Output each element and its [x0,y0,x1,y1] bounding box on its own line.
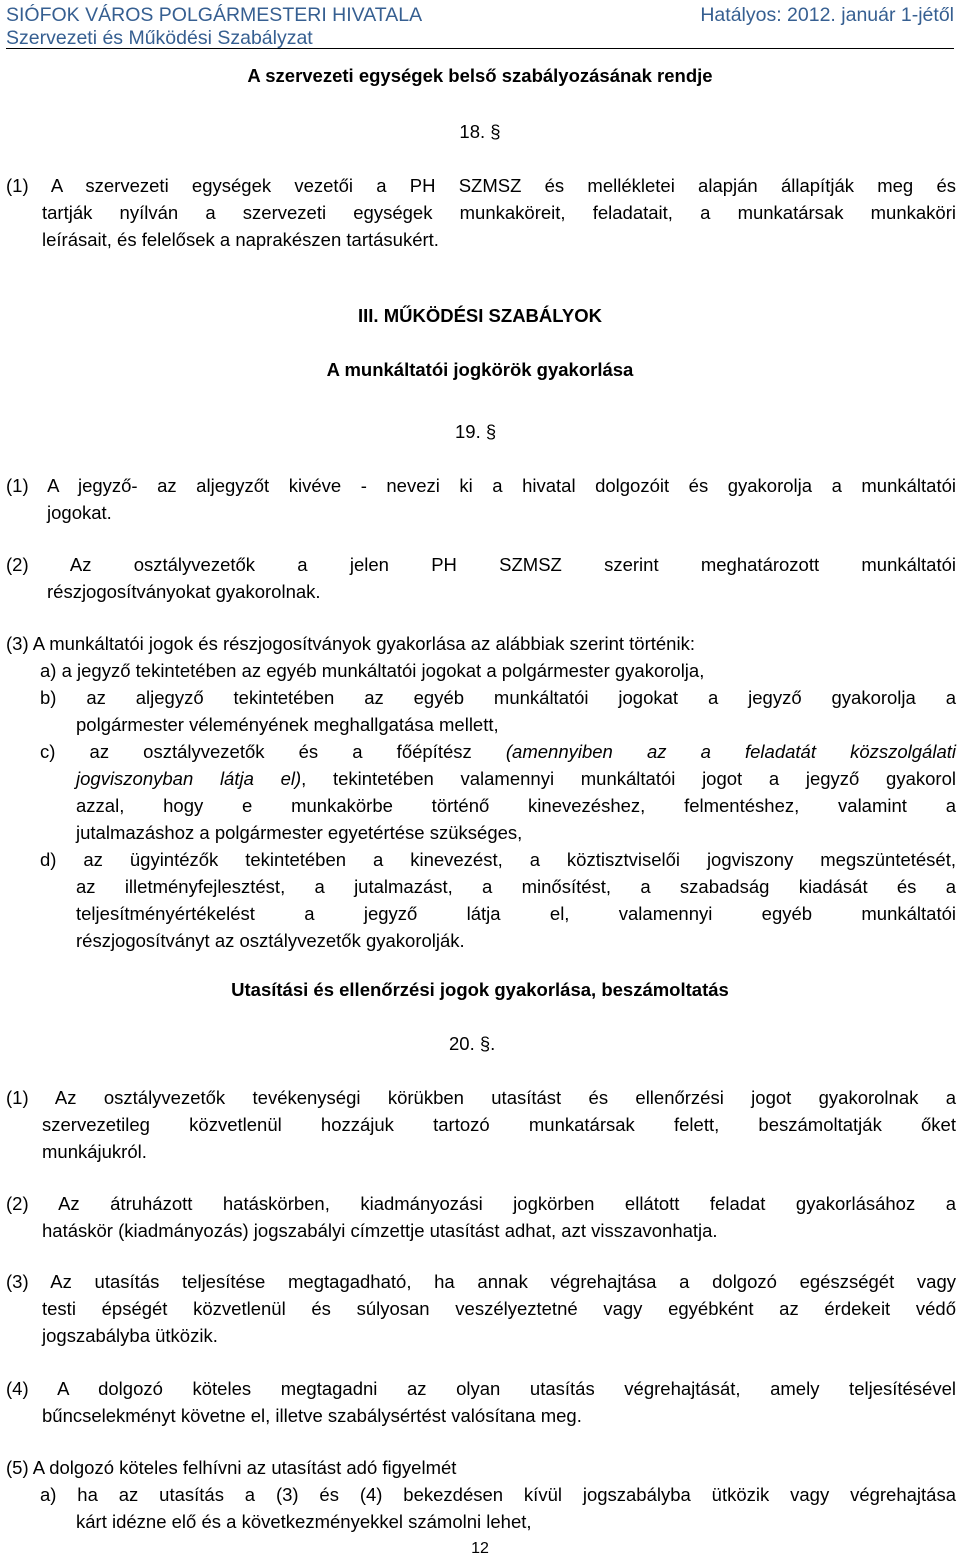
text-line: jogokat. [47,502,112,523]
text-line: az illetményfejlesztést, a jutalmazást, a minősítést, a szabadság kiadását és a [76,876,956,897]
section-title-employer-rights: A munkáltatói jogkörök gyakorlása [326,359,634,380]
text-line: (2) Az osztályvezetők a jelen PH SZMSZ szerint meghatározott munkáltatói [6,554,956,575]
paragraph-number-18: 18. § [459,121,501,142]
section-title-internal-rules: A szervezeti egységek belső szabályozásának rendje [247,65,713,86]
text-line: b) az aljegyző tekintetében az egyéb munkáltatói jogokat a jegyző gyakorolja a [40,687,956,708]
list-item-b [40,684,956,738]
text-line: jutalmazáshoz a polgármester egyetértése szükséges, [76,822,523,843]
text-line: (1) A jegyző- az aljegyzőt kivéve - nevezi ki a hivatal dolgozóit és gyakorolja a munkáltatói [6,475,956,496]
header-institution: SIÓFOK VÁROS POLGÁRMESTERI HIVATALA [6,4,423,26]
text-line: (3) Az utasítás teljesítése megtagadható, ha annak végrehajtása a dolgozó egészségét vagy [6,1271,956,1292]
text-line: d) az ügyintézők tekintetében a kinevezést, a köztisztviselői jogviszony megszüntetését, [40,849,956,870]
text-line: teljesítményértékelést a jegyző látja el, valamennyi egyéb munkáltatói [76,903,956,924]
text-line: a) ha az utasítás a (3) és (4) bekezdésen kívül jogszabályba ütközik vagy végrehajtása [40,1484,956,1505]
text-line: (2) Az átruházott hatáskörben, kiadmányozási jogkörben ellátott feladat gyakorlásához a [6,1193,956,1214]
text-line: testi épségét közvetlenül és súlyosan veszélyeztetné vagy egyébként az érdekeit védő [42,1298,956,1319]
text-line: tartják nyílván a szervezeti egységek munkaköreit, feladatait, a munkatársak munkaköri [42,202,956,223]
text-line: polgármester véleményének meghallgatása mellett, [76,714,499,735]
text-line: hatáskör (kiadmányozás) jogszabályi címzettje utasítást adhat, azt visszavonhatja. [42,1220,718,1241]
text-segment-italic: (amennyiben az a feladatát közszolgálati [505,741,956,762]
text-line: a) a jegyző tekintetében az egyéb munkáltatói jogokat a polgármester gyakorolja, [40,660,705,681]
text-line: részjogosítványokat gyakorolnak. [47,581,321,602]
chapter-title: III. MŰKÖDÉSI SZABÁLYOK [358,305,602,326]
paragraph-20-1 [6,1084,956,1165]
text-line: (4) A dolgozó köteles megtagadni az olyan utasítás végrehajtását, amely teljesítésével [6,1378,956,1399]
paragraph-19-3 [6,630,956,657]
text-segment: , tekintetében valamennyi munkáltatói jogot a jegyző gyakorol [301,768,956,789]
paragraph-19-2 [6,551,956,605]
text-line: (3) A munkáltatói jogok és részjogosítványok gyakorlása az alábbiak szerint történik: [6,633,695,654]
text-line [40,765,956,792]
text-line: (5) A dolgozó köteles felhívni az utasítást adó figyelmét [6,1457,457,1478]
list-item-d [40,846,956,954]
list-item-5a [40,1481,956,1535]
text-segment: c) az osztályvezetők és a főépítész [40,741,506,762]
list-item-a [40,657,956,684]
text-line: részjogosítványt az osztályvezetők gyakorolják. [76,930,465,951]
text-line: (1) Az osztályvezetők tevékenységi körükben utasítást és ellenőrzési jogot gyakorolnak a [6,1087,956,1108]
list-item-c [40,738,956,846]
text-line: jogszabályba ütközik. [42,1325,218,1346]
paragraph-20-3 [6,1268,956,1349]
section-title-instruction-rights: Utasítási és ellenőrzési jogok gyakorlása, beszámoltatás [231,979,729,1000]
page-number: 12 [471,1540,489,1557]
header-document-title: Szervezeti és Működési Szabályzat [6,27,313,49]
paragraph-18-1 [6,172,956,253]
paragraph-number-20: 20. §. [449,1033,496,1054]
text-line: bűncselekményt követne el, illetve szabálysértést valósítana meg. [42,1405,582,1426]
paragraph-20-2 [6,1190,956,1244]
text-line: szervezetileg közvetlenül hozzájuk tartozó munkatársak felett, beszámoltatják őket [42,1114,956,1135]
text-line [40,738,956,765]
paragraph-20-5 [6,1454,956,1481]
text-line: kárt idézne elő és a következményekkel számolni lehet, [76,1511,532,1532]
paragraph-number-19: 19. § [455,421,497,442]
text-line: munkájukról. [42,1141,147,1162]
text-line: leírásait, és felelősek a naprakészen tartásukért. [42,229,439,250]
page-header [6,2,954,49]
text-line: (1) A szervezeti egységek vezetői a PH SZMSZ és mellékletei alapján állapítják meg és [6,175,956,196]
paragraph-20-4 [6,1375,956,1429]
paragraph-19-1 [6,472,956,526]
header-effective-date: Hatályos: 2012. január 1-jétől [700,4,954,26]
text-segment-italic: jogviszonyban látja el) [76,768,302,789]
text-line: azzal, hogy e munkakörbe történő kinevezéshez, felmentéshez, valamint a [76,795,956,816]
